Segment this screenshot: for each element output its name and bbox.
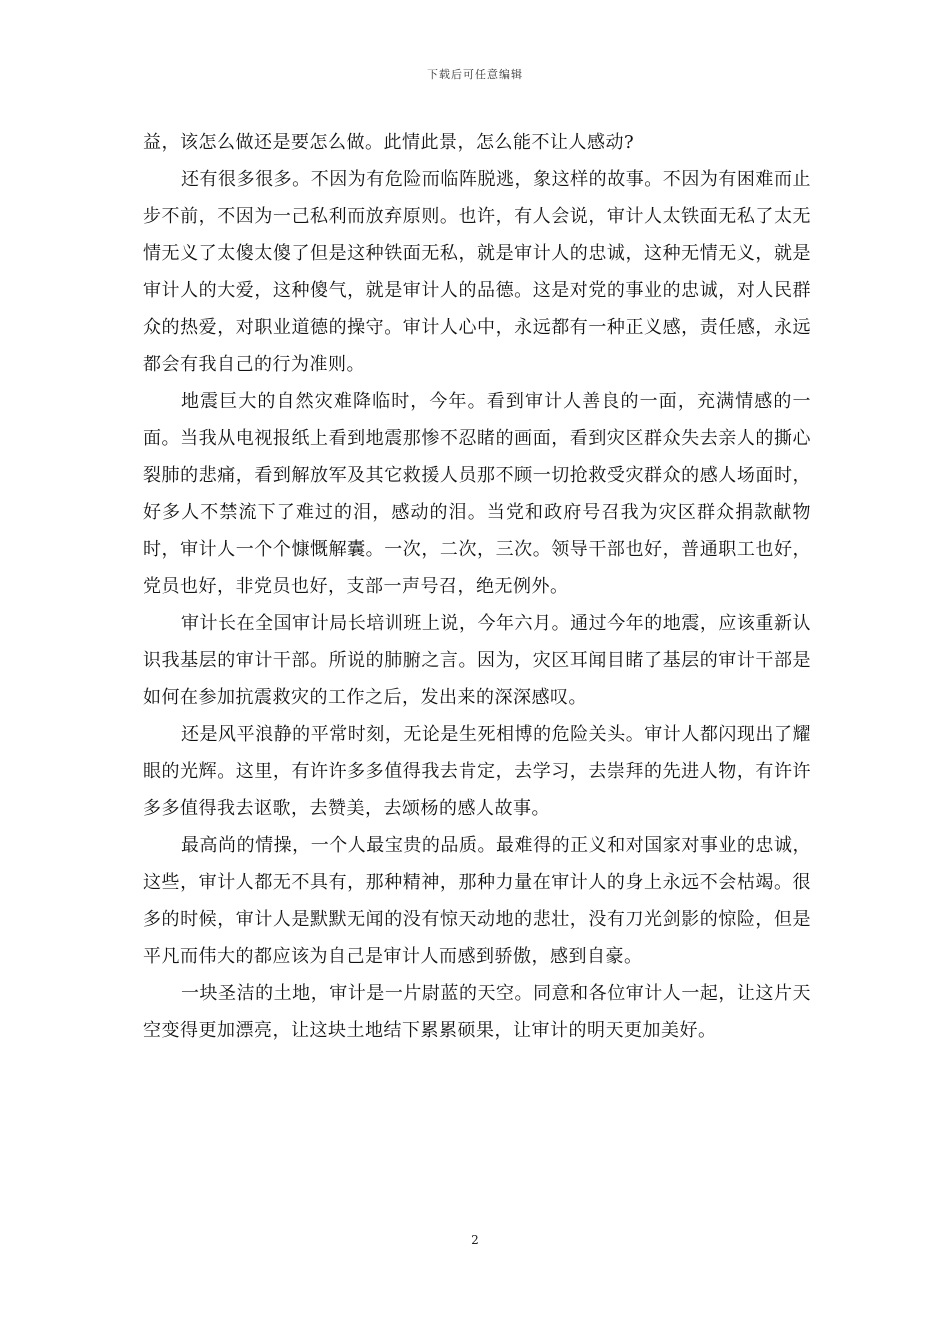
- page-header: 下载后可任意编辑: [427, 68, 523, 81]
- paragraph: 最高尚的情操，一个人最宝贵的品质。最难得的正义和对国家对事业的忠诚，这些，审计人都无不具有，那种精神，那种力量在审计人的身上永远不会枯竭。很多的时候，审计人是默默无闻的没有惊天动地的悲壮，没有刀光剑影的惊险，但是平凡而伟大的都应该为自己是审计人而感到骄傲，感到自豪。: [143, 835, 811, 967]
- paragraph: 一块圣洁的土地，审计是一片尉蓝的天空。同意和各位审计人一起，让这片天空变得更加漂亮，让这块土地结下累累硕果，让审计的明天更加美好。: [143, 983, 811, 1041]
- paragraph: 益，该怎么做还是要怎么做。此情此景，怎么能不让人感动?: [143, 132, 635, 153]
- paragraph: 还是风平浪静的平常时刻，无论是生死相博的危险关头。审计人都闪现出了耀眼的光辉。这里，有许许多多值得我去肯定，去学习，去崇拜的先进人物，有许许多多值得我去讴歌，去赞美，去颂杨的感人故事。: [143, 724, 811, 819]
- document-body: [143, 124, 811, 1049]
- paragraph: 还有很多很多。不因为有危险而临阵脱逃，象这样的故事。不因为有困难而止步不前，不因为一己私利而放弃原则。也许，有人会说，审计人太铁面无私了太无情无义了太傻太傻了但是这种铁面无私，就是审计人的忠诚，这种无情无义，就是审计人的大爱，这种傻气，就是审计人的品德。这是对党的事业的忠诚，对人民群众的热爱，对职业道德的操守。审计人心中，永远都有一种正义感，责任感，永远都会有我自己的行为准则。: [143, 169, 811, 375]
- paragraph: 审计长在全国审计局长培训班上说，今年六月。通过今年的地震，应该重新认识我基层的审计干部。所说的肺腑之言。因为，灾区耳闻目睹了基层的审计干部是如何在参加抗震救灾的工作之后，发出来的深深感叹。: [143, 613, 811, 708]
- page-number: 2: [471, 1233, 479, 1247]
- paragraph: 地震巨大的自然灾难降临时，今年。看到审计人善良的一面，充满情感的一面。当我从电视报纸上看到地震那惨不忍睹的画面，看到灾区群众失去亲人的撕心裂肺的悲痛，看到解放军及其它救援人员那不顾一切抢救受灾群众的感人场面时，好多人不禁流下了难过的泪，感动的泪。当党和政府号召我为灾区群众捐款献物时，审计人一个个慷慨解囊。一次，二次，三次。领导干部也好，普通职工也好，党员也好，非党员也好，支部一声号召，绝无例外。: [143, 391, 811, 597]
